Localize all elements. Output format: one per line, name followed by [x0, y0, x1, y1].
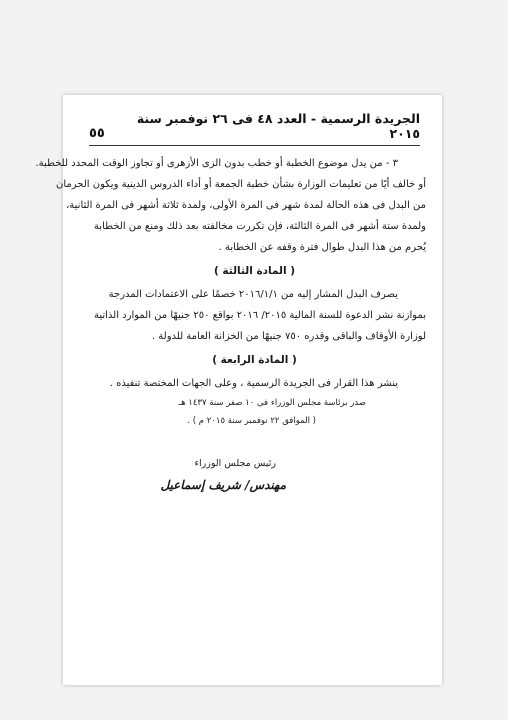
paragraph-line: يصرف البدل المشار إليه من ٢٠١٦/١/١ خصمًا على الاعتمادات المدرجة [108, 289, 398, 300]
paragraph-line: بموازنة نشر الدعوة للسنة المالية ٢٠١٥/ ٢٠١٦ بواقع ٢٥٠ جنيهًا من الموارد الذاتية [93, 310, 426, 321]
document-body [35, 153, 426, 496]
document-page [35, 95, 442, 685]
paragraph-line: ولمدة ستة أشهر فى المرة الثالثة، فإن تكررت مخالفته بعد ذلك ومنع من الخطابة [93, 221, 426, 232]
paragraph-line: من البدل فى هذه الحالة لمدة شهر فى المرة الأولى، ولمدة ثلاثة أشهر فى المرة الثانية، [66, 200, 426, 211]
signature-title: رئيس مجلس الوزراء [194, 458, 276, 469]
issued-line: صدر برئاسة مجلس الوزراء فى ١٠ صفر سنة ١٤٣٧ هـ [178, 398, 366, 408]
paragraph-line: ينشر هذا القرار فى الجريدة الرسمية ، وعلى الجهات المختصة تنفيذه . [109, 378, 398, 389]
signature-name: مهندس/ شريف إسماعيل [160, 478, 286, 492]
paragraph-line: يُحرم من هذا البدل طوال فترة وقفه عن الخطابة . [218, 242, 426, 253]
gazette-title: الجريدة الرسمية - العدد ٤٨ فى ٢٦ نوفمبر سنة ٢٠١٥ [136, 111, 420, 141]
article-4-heading: ( المادة الرابعة ) [212, 354, 297, 366]
page-header [89, 111, 420, 146]
paragraph-line: لوزارة الأوقاف والباقى وقدره ٧٥٠ جنيهًا من الخزانة العامة للدولة . [151, 331, 426, 342]
issued-date-line: ( الموافق ٢٢ نوفمبر سنة ٢٠١٥ م ) . [187, 416, 316, 426]
paragraph-line: أو خالف أيًا من تعليمات الوزارة بشأن خطبة الجمعة أو أداء الدروس الدينية ويكون الحرمان [56, 179, 426, 190]
page-number: ٥٥ [89, 126, 105, 141]
article-3-heading: ( المادة الثالثة ) [213, 265, 296, 277]
paragraph-line: ٣ - من يدل موضوع الخطبة أو خطب بدون الزى الأزهرى أو تجاوز الوقت المحدد للخطبة. [35, 158, 398, 169]
